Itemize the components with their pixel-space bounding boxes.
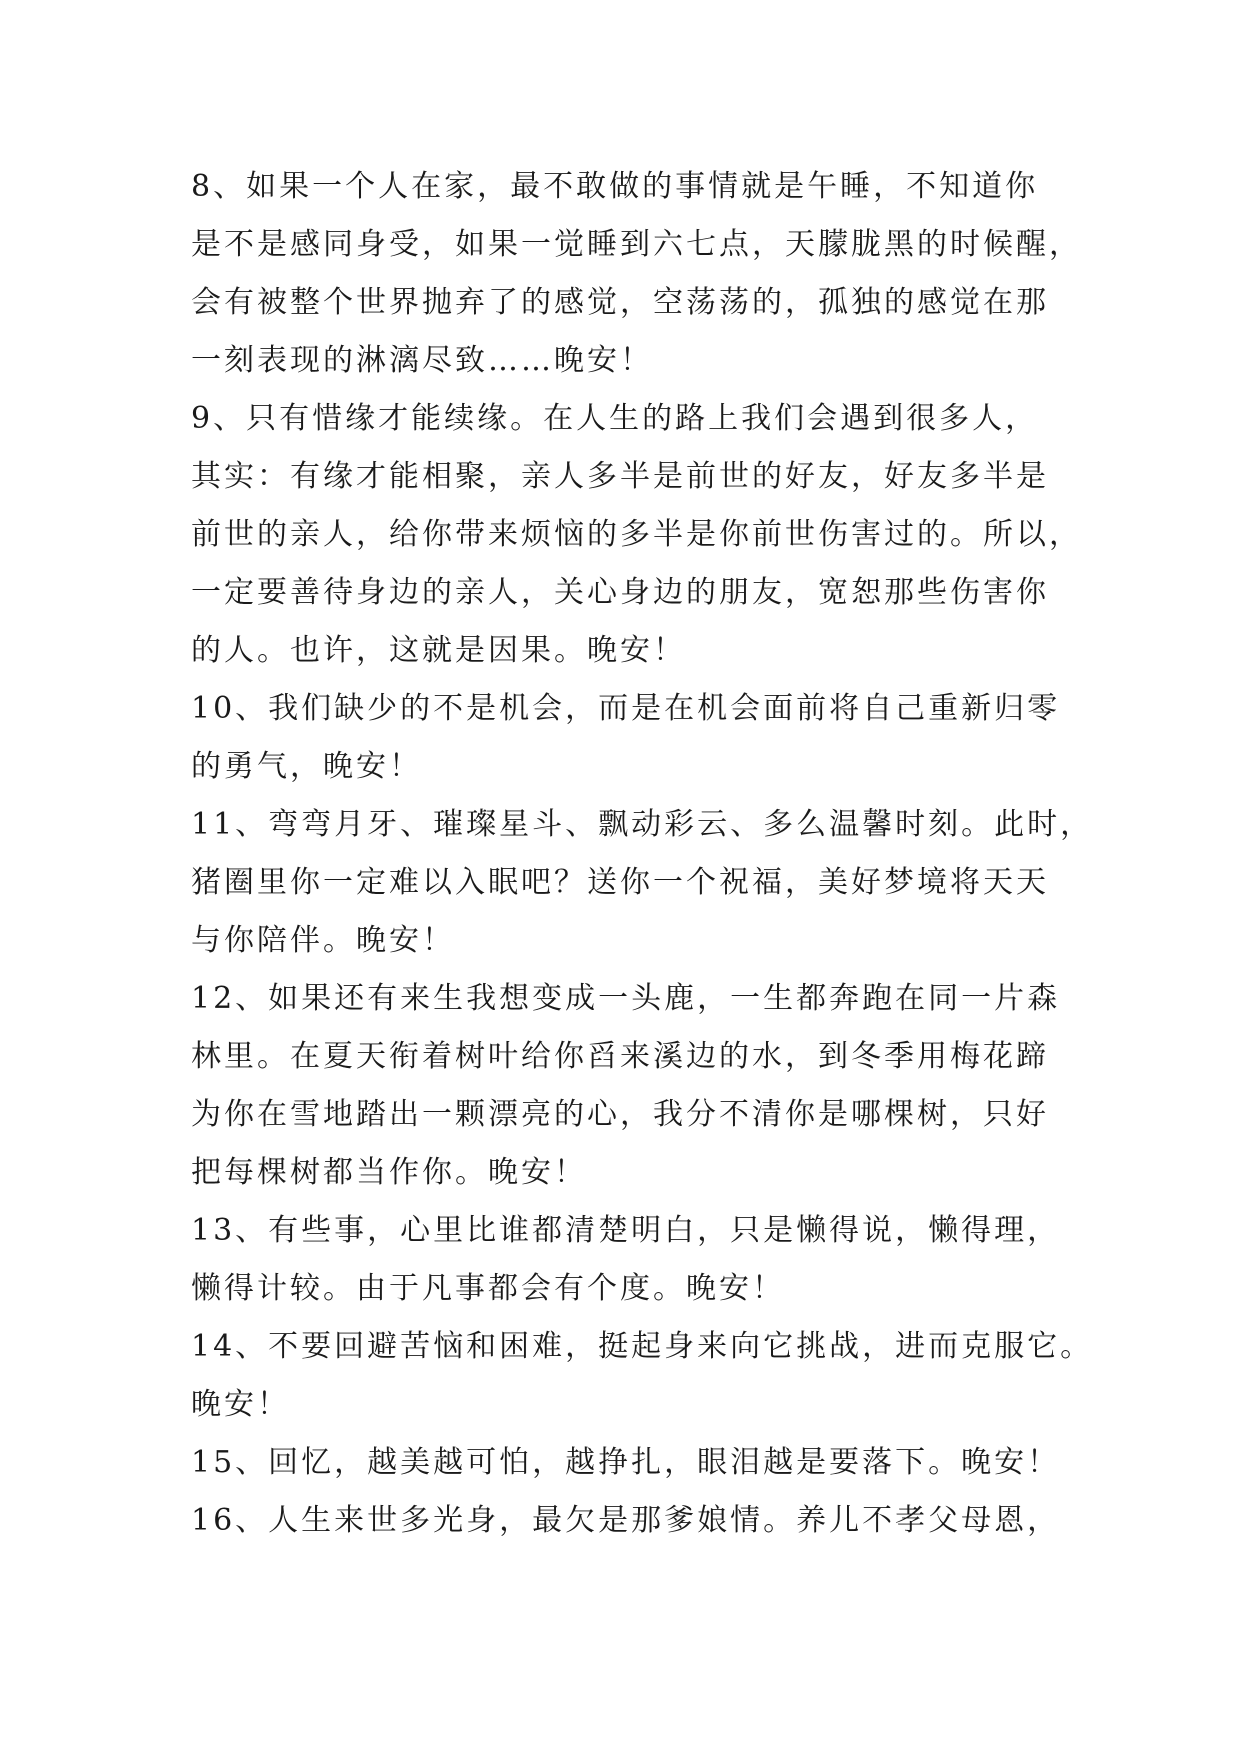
text-line: 前世的亲人，给你带来烦恼的多半是你前世伤害过的。所以， [191,517,1082,552]
text-line: 15、回忆，越美越可怕，越挣扎，眼泪越是要落下。晚安！ [191,1445,1061,1480]
text-line: 一定要善待身边的亲人，关心身边的朋友，宽恕那些伤害你 [191,575,1049,610]
text-line: 一刻表现的淋漓尽致……晚安！ [191,343,653,378]
text-line: 10、我们缺少的不是机会，而是在机会面前将自己重新归零 [191,691,1061,726]
text-line: 其实：有缘才能相聚，亲人多半是前世的好友，好友多半是 [191,459,1049,494]
text-line: 11、弯弯月牙、璀璨星斗、飘动彩云、多么温馨时刻。此时， [191,807,1094,842]
text-line: 为你在雪地踏出一颗漂亮的心，我分不清你是哪棵树，只好 [191,1097,1049,1132]
text-line: 林里。在夏天衔着树叶给你舀来溪边的水，到冬季用梅花蹄 [191,1039,1049,1074]
text-line: 12、如果还有来生我想变成一头鹿，一生都奔跑在同一片森 [191,981,1061,1016]
text-line: 的勇气，晚安！ [191,749,422,784]
text-line: 懒得计较。由于凡事都会有个度。晚安！ [191,1271,785,1306]
text-line: 把每棵树都当作你。晚安！ [191,1155,587,1190]
text-line: 8、如果一个人在家，最不敢做的事情就是午睡，不知道你 [191,169,1039,204]
text-line: 9、只有惜缘才能续缘。在人生的路上我们会遇到很多人， [191,401,1039,436]
text-line: 16、人生来世多光身，最欠是那爹娘情。养儿不孝父母恩， [191,1503,1061,1538]
text-line: 14、不要回避苦恼和困难，挺起身来向它挑战，进而克服它。 [191,1329,1094,1364]
text-line: 猪圈里你一定难以入眠吧？送你一个祝福，美好梦境将天天 [191,865,1049,900]
text-line: 是不是感同身受，如果一觉睡到六七点，天朦胧黑的时候醒， [191,227,1082,262]
text-line: 会有被整个世界抛弃了的感觉，空荡荡的，孤独的感觉在那 [191,285,1049,320]
text-line: 晚安！ [191,1387,290,1422]
text-line: 的人。也许，这就是因果。晚安！ [191,633,686,668]
text-line: 与你陪伴。晚安！ [191,923,455,958]
document-body [191,158,1094,1550]
text-line: 13、有些事，心里比谁都清楚明白，只是懒得说，懒得理， [191,1213,1061,1248]
